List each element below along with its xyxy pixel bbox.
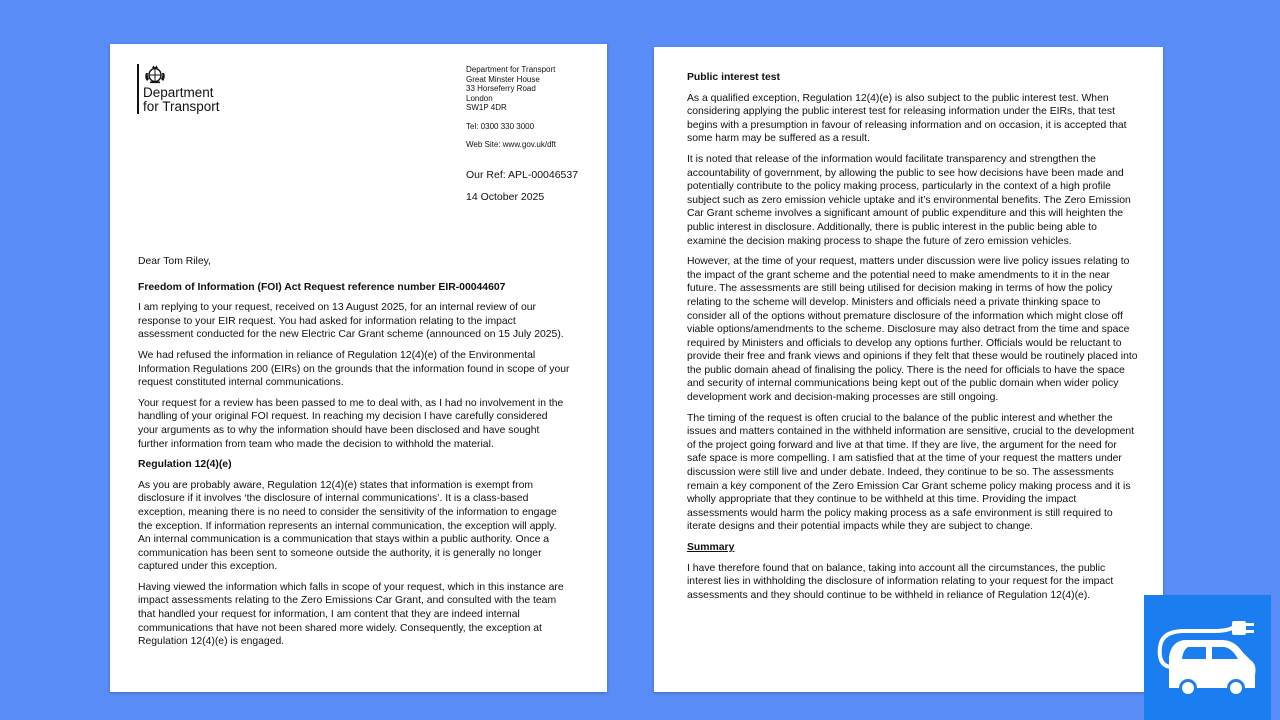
paragraph: We had refused the information in reliance of Regulation 12(4)(e) of the Environmental Information Regulations 200 (EIRs) on the grounds that the information found in scope of your request constituted internal communications. [138,349,570,389]
paragraph: It is noted that release of the information would facilitate transparency and strengthen the accountability of government, by allowing the public to see how decisions have been made and potentially contribute to the policy making process, particularly in the context of a high profile subject such as zero emission vehicle uptake and it’s environmental benefits. The Zero Emission Car Grant scheme involves a significant amount of public expenditure and this will heighten the public interest in disclosure. Additionally, there is public interest in the public being able to examine the decision making process to shape the future of zero emission vehicles. [687,153,1131,247]
letter-date: 14 October 2025 [466,191,545,203]
paragraph: Having viewed the information which falls in scope of your request, which in this instance are impact assessments relating to the Zero Emissions Car Grant, and consulted with the team that handled your request for information, I am content that they are indeed internal communications that have not been shared more widely. Consequently, the exception at Regulation 12(4)(e) is engaged. [138,581,564,648]
letter-body-page-2 [687,71,1139,609]
ev-badge [1144,595,1271,720]
paragraph: As a qualified exception, Regulation 12(4)(e) is also subject to the public interest test. When considering applying the public interest test for releasing information under the EIRs, that test begins with a presumption in favour of releasing information and on occasion, it is accepted that some harm may be suffered as a result. [687,92,1127,145]
paragraph: Your request for a review has been passed to me to deal with, as I had no involvement in the handling of your original FOI request. In reaching my decision I have carefully considered your arguments as to why the information should have been disclosed and have sought further information from team who made the decision to withhold the material. [138,397,564,450]
ev-car-plug-icon [1144,595,1271,720]
website: Web Site: www.gov.uk/dft [466,140,556,149]
sender-address [466,65,555,113]
paragraph: As you are probably aware, Regulation 12(4)(e) states that information is exempt from disclosure if it involves ‘the disclosure of internal communications’. It is a class-based exception, meaning there is no need to consider the sensitivity of the information to engage the exception. If information represents an internal communication, the exception will apply. An internal communication is a communication that stays within a public authority. Once a communication has been sent to someone outside the authority, it is generally no longer captured under this exception. [138,479,557,573]
address-line: SW1P 4DR [466,103,507,112]
paragraph: The timing of the request is often crucial to the balance of the public interest and whether the issues and matters contained in the withheld information are sensitive, crucial to the development of the project going forward and live at that time. If they are live, the argument for the need for safe space is more compelling. I am satisfied that at the time of your request the matters under discussion were still live and under debate. Indeed, they continue to be so. The assessments remain a key component of the Zero Emission Car Grant scheme policy making process and it is wholly appropriate that they continue to be withheld at this time. Providing the impact assessments would harm the policy making process as a safe environment is still required to iterate designs and their potential impacts while they are subject to change. [687,412,1135,533]
logo-bar [137,64,139,114]
our-reference: Our Ref: APL-00046537 [466,169,579,181]
salutation: Dear Tom Riley, [138,256,211,267]
address-line: Great Minster House [466,74,540,84]
paragraph: I am replying to your request, received on 13 August 2025, for an internal review of our response to your EIR request. You had asked for information relating to the impact assessment conducted for the new Electric Car Grant scheme (announced on 15 July 2025). [138,302,564,341]
department-name: Department for Transport [143,85,220,114]
address-line: London [466,93,493,103]
royal-crest-icon [143,64,167,84]
public-interest-heading: Public interest test [687,72,780,83]
address-line: Department for Transport [466,65,556,74]
paragraph: However, at the time of your request, matters under discussion were live policy issues relating to the impact of the grant scheme and the potential need to make amendments to it in the near future. The assessments are still being utilised for decision making in terms of how the policy relating to the scheme will develop. Ministers and officials need a private thinking space to consider all of the options without premature disclosure of the information which might close off viable options/amendments to the scheme. Disclosure may also detract from the time and space required by Ministers and officials to develop any options further. Officials would be reluctant to provide their free and frank views and opinions if they felt that these would be routinely placed into the public domain ahead of finalising the policy. There is the need for officials to have the space and security of internal communications being kept out of the public domain when wider policy development work and decision-making processes are still ongoing. [687,256,1138,404]
subject-line: Freedom of Information (FOI) Act Request reference number EIR-00044607 [138,281,506,293]
address-line: 33 Horseferry Road [466,84,536,93]
summary-paragraph: I have therefore found that on balance, taking into account all the circumstances, the public interest lies in withholding the disclosure of information relating to your request for the impact assessments and they should continue to be withheld in reliance of Regulation 12(4)(e). [687,562,1114,601]
letter-body [138,255,570,656]
summary-heading: Summary [687,542,735,553]
telephone: Tel: 0300 330 3000 [466,122,535,131]
regulation-heading: Regulation 12(4)(e) [138,459,232,471]
letter-page-2 [654,47,1163,692]
letter-page-1 [110,44,607,692]
